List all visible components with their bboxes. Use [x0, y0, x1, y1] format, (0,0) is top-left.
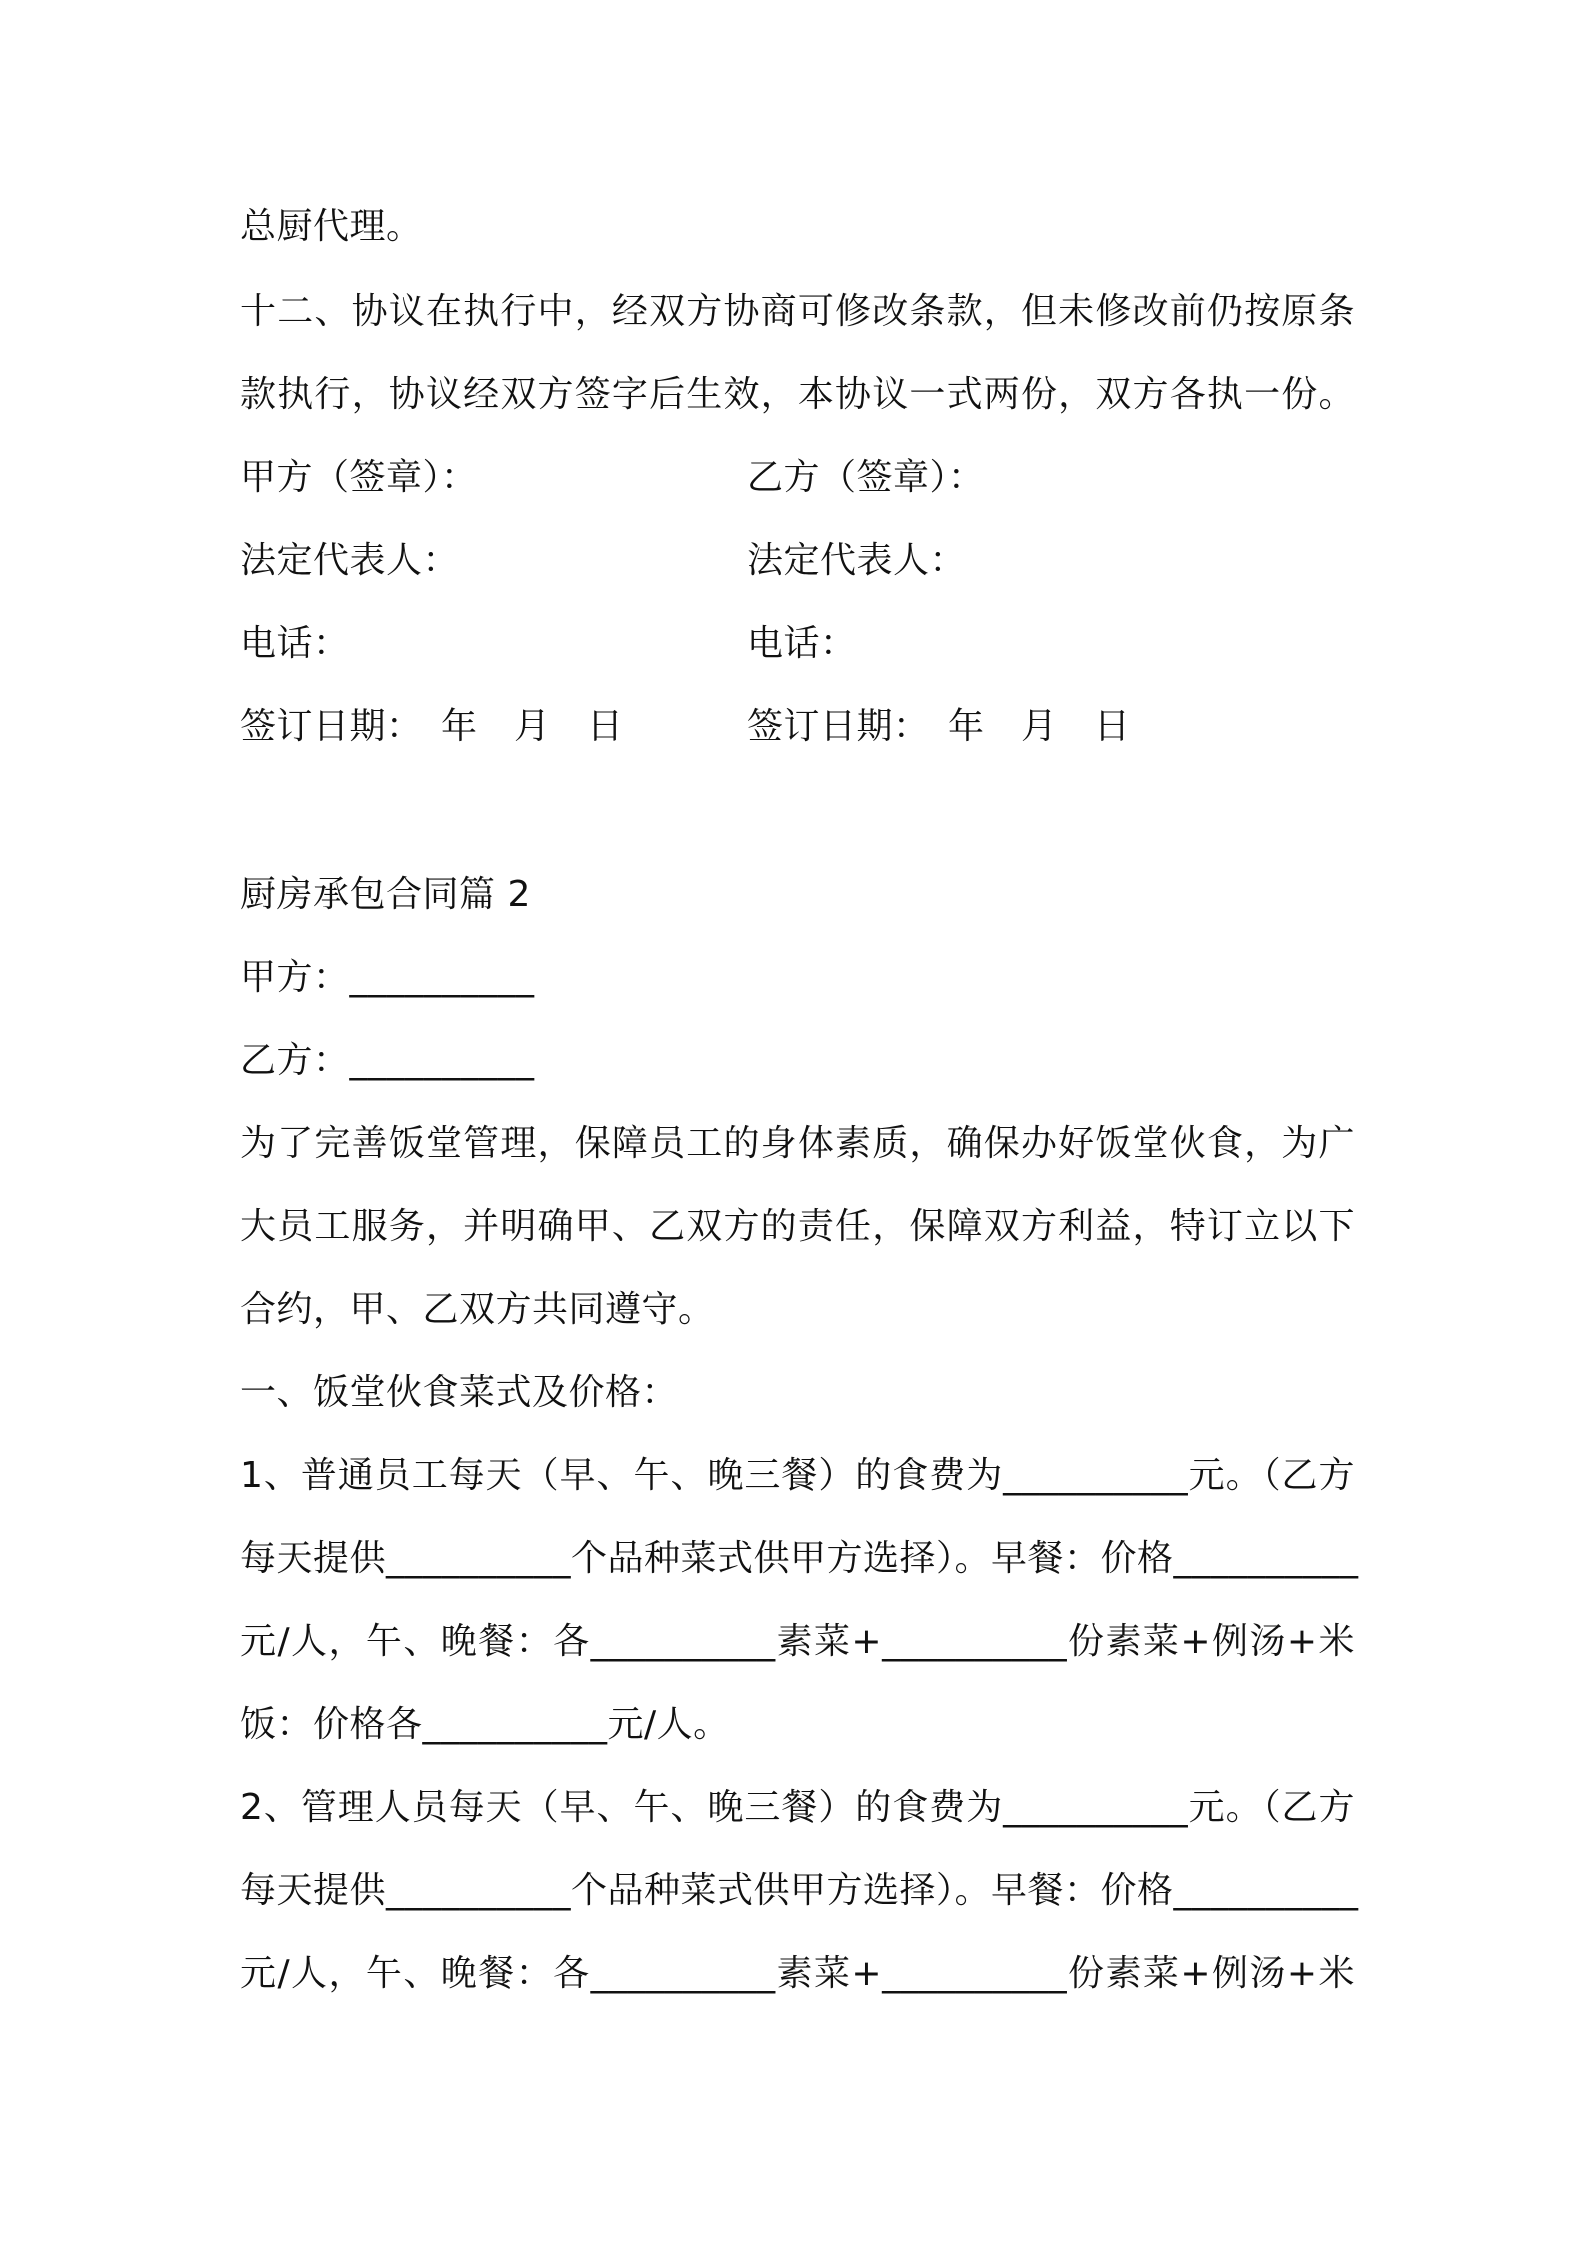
item-2-line-3: 元/人，午、晚餐：各__________素菜+__________份素菜+例汤+米: [240, 1953, 1355, 1994]
party-a-sign-date: 签订日期： 年 月 日: [240, 706, 624, 747]
item-1-line-1: 1、普通员工每天（早、午、晚三餐）的食费为__________元。（乙方: [240, 1455, 1355, 1496]
party-a-representative: 法定代表人：: [240, 540, 460, 581]
item-2-line-2: 每天提供__________个品种菜式供甲方选择）。早餐：价格__________: [240, 1870, 1359, 1911]
party-b-sign-date: 签订日期： 年 月 日: [747, 706, 1131, 747]
clause-12-line-1: 十二、协议在执行中，经双方协商可修改条款，但未修改前仍按原条: [240, 291, 1355, 332]
party-b-phone: 电话：: [747, 623, 857, 664]
clause-12-line-2: 款执行，协议经双方签字后生效，本协议一式两份，双方各执一份。: [240, 374, 1355, 415]
item-1-line-4: 饭：价格各__________元/人。: [240, 1704, 730, 1745]
intro-line-2: 大员工服务，并明确甲、乙双方的责任，保障双方利益，特订立以下: [240, 1206, 1355, 1247]
text-line-chef-agent: 总厨代理。: [240, 206, 423, 247]
item-2-line-1: 2、管理人员每天（早、午、晚三餐）的食费为__________元。（乙方: [240, 1787, 1355, 1828]
item-1-line-2: 每天提供__________个品种菜式供甲方选择）。早餐：价格__________: [240, 1538, 1359, 1579]
party-a-seal: 甲方（签章）：: [240, 457, 478, 498]
intro-line-3: 合约，甲、乙双方共同遵守。: [240, 1289, 715, 1330]
intro-line-1: 为了完善饭堂管理，保障员工的身体素质，确保办好饭堂伙食，为广: [240, 1123, 1355, 1164]
contract-2-party-b: 乙方：__________: [240, 1040, 535, 1081]
section-1-title: 一、饭堂伙食菜式及价格：: [240, 1372, 679, 1413]
party-b-representative: 法定代表人：: [747, 540, 967, 581]
item-1-line-3: 元/人，午、晚餐：各__________素菜+__________份素菜+例汤+米: [240, 1621, 1355, 1662]
party-b-seal: 乙方（签章）：: [747, 457, 985, 498]
party-a-phone: 电话：: [240, 623, 350, 664]
contract-2-party-a: 甲方：__________: [240, 957, 535, 998]
contract-2-title: 厨房承包合同篇 2: [240, 874, 531, 915]
